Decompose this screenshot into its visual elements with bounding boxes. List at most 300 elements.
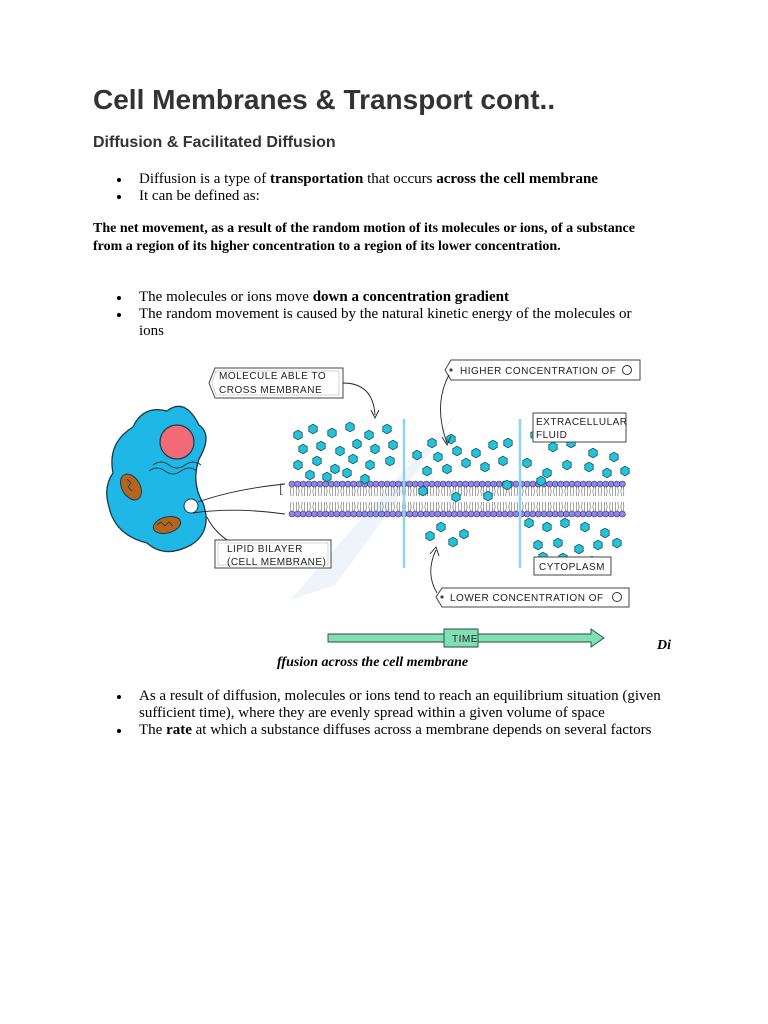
phospholipid-head bbox=[457, 511, 463, 517]
phospholipid-head bbox=[407, 511, 413, 517]
phospholipid-head bbox=[295, 481, 301, 487]
svg-text:EXTRACELLULAR: EXTRACELLULAR bbox=[536, 417, 628, 428]
phospholipid-head bbox=[580, 511, 586, 517]
phospholipid-tail bbox=[347, 487, 350, 496]
phospholipid-head bbox=[362, 511, 368, 517]
svg-text:HIGHER CONCENTRATION OF: HIGHER CONCENTRATION OF bbox=[460, 366, 617, 377]
molecule bbox=[523, 458, 531, 468]
label-lower-concentration bbox=[430, 547, 629, 607]
phospholipid-tail bbox=[442, 487, 445, 496]
phospholipid-tail bbox=[414, 502, 417, 511]
phospholipid-head bbox=[463, 511, 469, 517]
phospholipid-tail bbox=[459, 502, 462, 511]
phospholipid-head bbox=[300, 511, 306, 517]
phospholipid-head bbox=[569, 481, 575, 487]
molecule bbox=[543, 468, 551, 478]
phospholipid-tail bbox=[375, 487, 378, 496]
phospholipid-tail bbox=[447, 487, 450, 496]
phospholipid-tail bbox=[464, 502, 467, 511]
molecule bbox=[389, 440, 397, 450]
molecule bbox=[543, 522, 551, 532]
phospholipid-tail bbox=[548, 502, 551, 511]
phospholipid-head bbox=[479, 481, 485, 487]
section-heading: Diffusion & Facilitated Diffusion bbox=[93, 134, 336, 151]
svg-text:MOLECULE ABLE TO: MOLECULE ABLE TO bbox=[219, 371, 327, 382]
phospholipid-tail bbox=[475, 487, 478, 496]
phospholipid-tail bbox=[341, 487, 344, 496]
molecule bbox=[365, 430, 373, 440]
phospholipid-head bbox=[586, 481, 592, 487]
molecule bbox=[585, 462, 593, 472]
phospholipid-tail bbox=[537, 487, 540, 496]
phospholipid-head bbox=[446, 481, 452, 487]
molecule bbox=[581, 522, 589, 532]
phospholipid-head bbox=[379, 481, 385, 487]
phospholipid-head bbox=[608, 511, 614, 517]
svg-text:CYTOPLASM: CYTOPLASM bbox=[539, 562, 605, 573]
phospholipid-tail bbox=[599, 487, 602, 496]
phospholipid-head bbox=[339, 511, 345, 517]
phospholipid-head bbox=[440, 481, 446, 487]
phospholipid-tail bbox=[425, 502, 428, 511]
definition-text: The net movement, as a result of the random motion of its molecules or ions, of a substance from a region of its higher concentration to a region of its lower concentration. bbox=[93, 221, 635, 254]
molecule bbox=[434, 452, 442, 462]
molecule bbox=[343, 468, 351, 478]
molecule bbox=[437, 522, 445, 532]
molecule bbox=[484, 491, 492, 501]
figure-caption-start: Di bbox=[657, 638, 671, 653]
phospholipid-head bbox=[474, 511, 480, 517]
molecule bbox=[349, 454, 357, 464]
phospholipid-tail bbox=[515, 502, 518, 511]
svg-text:TIME: TIME bbox=[452, 634, 478, 645]
phospholipid-head bbox=[496, 481, 502, 487]
phospholipid-head bbox=[569, 511, 575, 517]
phospholipid-head bbox=[591, 481, 597, 487]
phospholipid-tail bbox=[464, 487, 467, 496]
molecule bbox=[317, 441, 325, 451]
phospholipid-tail bbox=[571, 487, 574, 496]
phospholipid-head bbox=[558, 481, 564, 487]
phospholipid-tail bbox=[593, 502, 596, 511]
phospholipid-head bbox=[603, 481, 609, 487]
phospholipid-tail bbox=[571, 502, 574, 511]
phospholipid-head bbox=[451, 511, 457, 517]
phospholipid-head bbox=[530, 481, 536, 487]
phospholipid-head bbox=[552, 511, 558, 517]
phospholipid-head bbox=[485, 481, 491, 487]
bullet-list-gradient bbox=[0, 289, 679, 340]
phospholipid-head bbox=[535, 511, 541, 517]
phospholipid-tail bbox=[559, 487, 562, 496]
molecule bbox=[621, 466, 629, 476]
phospholipid-tail bbox=[291, 487, 294, 496]
phospholipid-head bbox=[614, 481, 620, 487]
phospholipid-tail bbox=[431, 487, 434, 496]
svg-text:FLUID: FLUID bbox=[536, 430, 568, 441]
phospholipid-head bbox=[563, 511, 569, 517]
molecule bbox=[306, 470, 314, 480]
phospholipid-head bbox=[608, 481, 614, 487]
phospholipid-head bbox=[323, 481, 329, 487]
phospholipid-tail bbox=[492, 502, 495, 511]
phospholipid-head bbox=[435, 511, 441, 517]
phospholipid-tail bbox=[576, 502, 579, 511]
phospholipid-head bbox=[591, 511, 597, 517]
cell-illustration bbox=[107, 406, 206, 551]
diffusion-diagram bbox=[95, 355, 655, 655]
phospholipid-head bbox=[513, 511, 519, 517]
phospholipid-tail bbox=[543, 487, 546, 496]
phospholipid-head bbox=[317, 481, 323, 487]
phospholipid-head bbox=[295, 511, 301, 517]
molecule bbox=[472, 448, 480, 458]
phospholipid-head bbox=[513, 481, 519, 487]
phospholipid-head bbox=[485, 511, 491, 517]
phospholipid-tail bbox=[610, 487, 613, 496]
molecule bbox=[534, 540, 542, 550]
phospholipid-tail bbox=[498, 487, 501, 496]
molecule bbox=[462, 458, 470, 468]
molecule bbox=[601, 528, 609, 538]
phospholipid-head bbox=[474, 481, 480, 487]
phospholipid-tail bbox=[470, 487, 473, 496]
phospholipid-tail bbox=[296, 502, 299, 511]
phospholipid-tail bbox=[319, 502, 322, 511]
phospholipid-tail bbox=[436, 487, 439, 496]
phospholipid-tail bbox=[498, 502, 501, 511]
phospholipid-tail bbox=[526, 487, 529, 496]
list-item: The molecules or ions move down a concentration gradient bbox=[0, 289, 679, 306]
phospholipid-head bbox=[418, 511, 424, 517]
phospholipid-tail bbox=[341, 502, 344, 511]
page-title: Cell Membranes & Transport cont.. bbox=[93, 84, 556, 115]
molecule bbox=[366, 460, 374, 470]
phospholipid-tail bbox=[397, 502, 400, 511]
phospholipid-head bbox=[289, 511, 295, 517]
phospholipid-head bbox=[373, 511, 379, 517]
molecule bbox=[603, 468, 611, 478]
phospholipid-tail bbox=[548, 487, 551, 496]
phospholipid-tail bbox=[515, 487, 518, 496]
molecule bbox=[346, 422, 354, 432]
list-item: It can be defined as: bbox=[0, 188, 679, 205]
phospholipid-tail bbox=[414, 487, 417, 496]
label-lipid-bilayer bbox=[207, 517, 331, 568]
phospholipid-tail bbox=[554, 502, 557, 511]
phospholipid-tail bbox=[330, 487, 333, 496]
phospholipid-head bbox=[603, 511, 609, 517]
phospholipid-head bbox=[552, 481, 558, 487]
label-cytoplasm bbox=[534, 557, 611, 575]
molecule bbox=[309, 424, 317, 434]
molecule bbox=[383, 424, 391, 434]
phospholipid-head bbox=[597, 481, 603, 487]
molecule bbox=[589, 448, 597, 458]
molecule bbox=[489, 440, 497, 450]
phospholipid-head bbox=[379, 511, 385, 517]
list-item: The random movement is caused by the natural kinetic energy of the molecules or ions bbox=[0, 306, 659, 340]
molecule bbox=[361, 474, 369, 484]
molecule bbox=[428, 438, 436, 448]
phospholipid-tail bbox=[582, 502, 585, 511]
phospholipid-tail bbox=[593, 487, 596, 496]
phospholipid-tail bbox=[363, 502, 366, 511]
phospholipid-head bbox=[580, 481, 586, 487]
phospholipid-tail bbox=[408, 487, 411, 496]
molecule bbox=[460, 529, 468, 539]
phospholipid-tail bbox=[324, 487, 327, 496]
phospholipid-tail bbox=[296, 487, 299, 496]
phospholipid-tail bbox=[470, 502, 473, 511]
phospholipid-tail bbox=[419, 502, 422, 511]
phospholipid-head bbox=[547, 481, 553, 487]
molecule bbox=[594, 540, 602, 550]
phospholipid-tail bbox=[324, 502, 327, 511]
phospholipid-tail bbox=[447, 502, 450, 511]
phospholipid-tail bbox=[565, 502, 568, 511]
phospholipid-tail bbox=[369, 487, 372, 496]
phospholipid-head bbox=[367, 511, 373, 517]
phospholipid-tail bbox=[330, 502, 333, 511]
molecule bbox=[443, 464, 451, 474]
phospholipid-head bbox=[407, 481, 413, 487]
svg-text:CROSS MEMBRANE: CROSS MEMBRANE bbox=[219, 385, 323, 396]
molecule bbox=[504, 438, 512, 448]
phospholipid-tail bbox=[358, 502, 361, 511]
phospholipid-tail bbox=[604, 502, 607, 511]
phospholipid-head bbox=[311, 481, 317, 487]
phospholipid-head bbox=[334, 481, 340, 487]
phospholipid-tail bbox=[587, 487, 590, 496]
phospholipid-head bbox=[496, 511, 502, 517]
svg-text:(CELL MEMBRANE): (CELL MEMBRANE) bbox=[227, 557, 327, 568]
phospholipid-tail bbox=[307, 502, 310, 511]
phospholipid-head bbox=[323, 511, 329, 517]
molecule bbox=[563, 460, 571, 470]
phospholipid-tail bbox=[319, 487, 322, 496]
phospholipid-head bbox=[468, 511, 474, 517]
molecule bbox=[503, 480, 511, 490]
phospholipid-tail bbox=[559, 502, 562, 511]
connector-line bbox=[198, 484, 285, 502]
phospholipid-head bbox=[479, 511, 485, 517]
phospholipid-head bbox=[429, 511, 435, 517]
phospholipid-tail bbox=[408, 502, 411, 511]
phospholipid-head bbox=[351, 481, 357, 487]
phospholipid-head bbox=[390, 511, 396, 517]
molecule-symbol bbox=[613, 593, 622, 602]
molecule bbox=[423, 466, 431, 476]
phospholipid-tail bbox=[302, 487, 305, 496]
list-item: Diffusion is a type of transportation that occurs across the cell membrane bbox=[0, 171, 679, 188]
phospholipid-head bbox=[328, 481, 334, 487]
time-arrow bbox=[328, 629, 604, 647]
label-molecule-able-to-cross bbox=[209, 368, 379, 418]
phospholipid-head bbox=[334, 511, 340, 517]
phospholipid-tail bbox=[358, 487, 361, 496]
phospholipid-head bbox=[306, 511, 312, 517]
phospholipid-head bbox=[317, 511, 323, 517]
phospholipid-tail bbox=[291, 502, 294, 511]
phospholipid-tail bbox=[335, 487, 338, 496]
phospholipid-head bbox=[373, 481, 379, 487]
phospholipid-tail bbox=[302, 502, 305, 511]
molecule bbox=[449, 537, 457, 547]
phospholipid-head bbox=[311, 511, 317, 517]
phospholipid-tail bbox=[363, 487, 366, 496]
phospholipid-head bbox=[457, 481, 463, 487]
phospholipid-tail bbox=[313, 487, 316, 496]
phospholipid-head bbox=[395, 511, 401, 517]
figure-caption: ffusion across the cell membrane bbox=[277, 655, 469, 670]
phospholipid-tail bbox=[610, 502, 613, 511]
svg-text:[: [ bbox=[279, 482, 284, 497]
phospholipid-head bbox=[384, 511, 390, 517]
phospholipid-tail bbox=[380, 487, 383, 496]
phospholipid-head bbox=[558, 511, 564, 517]
molecule bbox=[554, 538, 562, 548]
phospholipid-head bbox=[575, 481, 581, 487]
phospholipid-tail bbox=[615, 487, 618, 496]
molecule-symbol bbox=[623, 366, 632, 375]
phospholipid-head bbox=[395, 481, 401, 487]
molecule bbox=[294, 460, 302, 470]
phospholipid-tail bbox=[335, 502, 338, 511]
phospholipid-head bbox=[351, 511, 357, 517]
phospholipid-tail bbox=[531, 487, 534, 496]
phospholipid-head bbox=[586, 511, 592, 517]
phospholipid-tail bbox=[604, 487, 607, 496]
phospholipid-tail bbox=[621, 502, 624, 511]
phospholipid-head bbox=[463, 481, 469, 487]
molecule bbox=[413, 450, 421, 460]
molecule bbox=[386, 456, 394, 466]
phospholipid-tail bbox=[582, 487, 585, 496]
phospholipid-tail bbox=[599, 502, 602, 511]
phospholipid-head bbox=[502, 511, 508, 517]
molecule bbox=[613, 538, 621, 548]
phospholipid-tail bbox=[587, 502, 590, 511]
molecule bbox=[328, 428, 336, 438]
molecule bbox=[371, 444, 379, 454]
label-extracellular-fluid bbox=[533, 413, 628, 442]
phospholipid-head bbox=[446, 511, 452, 517]
phospholipid-head bbox=[289, 481, 295, 487]
phospholipid-tail bbox=[615, 502, 618, 511]
phospholipid-head bbox=[345, 481, 351, 487]
bullet-list-intro bbox=[0, 171, 679, 205]
phospholipid-tail bbox=[442, 502, 445, 511]
phospholipid-head bbox=[339, 481, 345, 487]
phospholipid-tail bbox=[537, 502, 540, 511]
phospholipid-head bbox=[547, 511, 553, 517]
molecule bbox=[537, 476, 545, 486]
phospholipid-tail bbox=[481, 502, 484, 511]
phospholipid-head bbox=[468, 481, 474, 487]
phospholipid-head bbox=[619, 481, 625, 487]
list-item: The rate at which a substance diffuses across a membrane depends on several factors bbox=[0, 722, 699, 739]
connector-line bbox=[193, 510, 285, 514]
phospholipid-tail bbox=[509, 502, 512, 511]
phospholipid-tail bbox=[526, 502, 529, 511]
molecule bbox=[426, 531, 434, 541]
phospholipid-head bbox=[491, 511, 497, 517]
svg-text:LOWER CONCENTRATION OF: LOWER CONCENTRATION OF bbox=[450, 593, 604, 604]
phospholipid-head bbox=[491, 481, 497, 487]
phospholipid-head bbox=[423, 511, 429, 517]
molecule bbox=[419, 486, 427, 496]
molecule bbox=[313, 456, 321, 466]
molecule bbox=[353, 439, 361, 449]
phospholipid-head bbox=[563, 481, 569, 487]
phospholipid-head bbox=[328, 511, 334, 517]
zoom-marker bbox=[184, 499, 198, 513]
molecule bbox=[561, 518, 569, 528]
phospholipid-head bbox=[384, 481, 390, 487]
phospholipid-head bbox=[306, 481, 312, 487]
phospholipid-tail bbox=[307, 487, 310, 496]
phospholipid-tail bbox=[475, 502, 478, 511]
phospholipid-head bbox=[597, 511, 603, 517]
phospholipid-head bbox=[575, 511, 581, 517]
phospholipid-tail bbox=[531, 502, 534, 511]
molecule bbox=[331, 464, 339, 474]
molecule bbox=[610, 452, 618, 462]
svg-text:LIPID BILAYER: LIPID BILAYER bbox=[227, 544, 303, 555]
phospholipid-head bbox=[390, 481, 396, 487]
phospholipid-head bbox=[429, 481, 435, 487]
phospholipid-tail bbox=[543, 502, 546, 511]
phospholipid-tail bbox=[576, 487, 579, 496]
phospholipid-tail bbox=[352, 502, 355, 511]
molecule bbox=[575, 544, 583, 554]
phospholipid-head bbox=[440, 511, 446, 517]
molecule bbox=[525, 518, 533, 528]
molecule bbox=[336, 446, 344, 456]
phospholipid-head bbox=[345, 511, 351, 517]
molecule bbox=[549, 442, 557, 452]
phospholipid-head bbox=[541, 511, 547, 517]
phospholipid-tail bbox=[431, 502, 434, 511]
phospholipid-head bbox=[412, 481, 418, 487]
phospholipid-head bbox=[300, 481, 306, 487]
phospholipid-head bbox=[435, 481, 441, 487]
phospholipid-head bbox=[619, 511, 625, 517]
nucleus bbox=[160, 425, 194, 459]
list-item: As a result of diffusion, molecules or ions tend to reach an equilibrium situation (given sufficient time), where they are evenly spread within a given volume of space bbox=[0, 688, 679, 722]
phospholipid-head bbox=[614, 511, 620, 517]
phospholipid-tail bbox=[565, 487, 568, 496]
phospholipid-head bbox=[524, 481, 530, 487]
molecule bbox=[499, 456, 507, 466]
phospholipid-tail bbox=[347, 502, 350, 511]
molecule bbox=[323, 472, 331, 482]
molecule bbox=[452, 492, 460, 502]
phospholipid-head bbox=[524, 511, 530, 517]
phospholipid-tail bbox=[352, 487, 355, 496]
phospholipid-head bbox=[451, 481, 457, 487]
phospholipid-head bbox=[423, 481, 429, 487]
phospholipid-tail bbox=[453, 502, 456, 511]
phospholipid-head bbox=[356, 511, 362, 517]
molecule bbox=[481, 462, 489, 472]
phospholipid-tail bbox=[554, 487, 557, 496]
phospholipid-head bbox=[530, 511, 536, 517]
phospholipid-tail bbox=[313, 502, 316, 511]
phospholipid-tail bbox=[503, 502, 506, 511]
molecule bbox=[294, 430, 302, 440]
